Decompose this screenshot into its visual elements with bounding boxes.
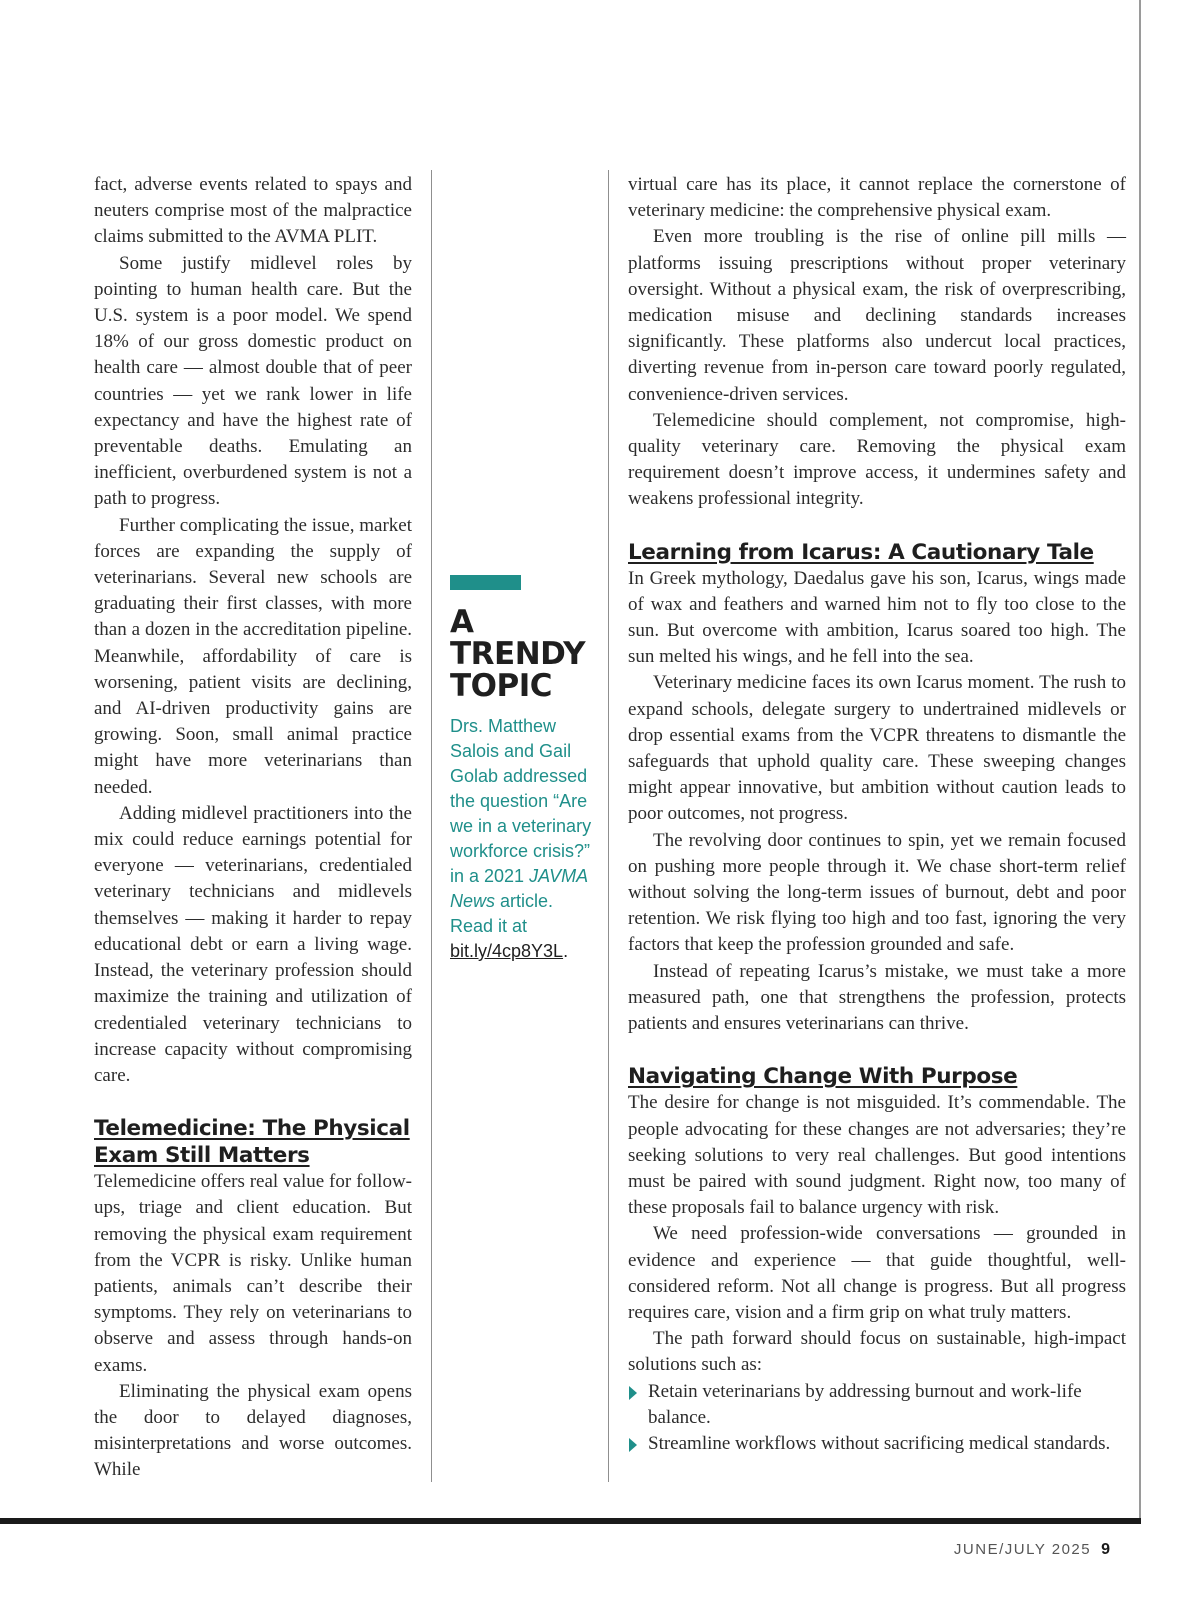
list-item-text: Retain veterinarians by addressing burnout and work-life balance. bbox=[648, 1380, 1082, 1428]
page-edge-rule bbox=[1139, 0, 1141, 1523]
list-item-text: Streamline workflows without sacrificing medical standards. bbox=[648, 1432, 1111, 1454]
article-link[interactable]: bit.ly/4cp8Y3L bbox=[450, 941, 564, 961]
sidebar-text bbox=[450, 714, 600, 964]
column-divider bbox=[431, 170, 432, 1482]
telemedicine-heading: Telemedicine: The Physical Exam Still Matters bbox=[94, 1116, 410, 1169]
list-item bbox=[628, 1379, 1126, 1431]
body-paragraph: Adding midlevel practitioners into the mix could reduce earnings potential for everyone — veterinarians, credentialed veterinary technicians and midlevels themselves — making it harder to repay educational debt or earn a living wage. Instead, the veterinary profession should maximize the training and utilization of credentialed veterinary technicians to increase capacity without compromising care. bbox=[94, 802, 412, 1086]
body-paragraph: The path forward should focus on sustainable, high-impact solutions such as: bbox=[628, 1328, 1126, 1376]
body-paragraph: The desire for change is not misguided. It’s commendable. The people advocating for these changes are not adversaries; they’re seeking solutions to very real challenges. But good intentions must be paired with sound judgment. Right now, too many of these proposals fail to balance urgency with risk. bbox=[628, 1092, 1126, 1219]
publication-name: JAVMA News bbox=[450, 866, 588, 911]
body-paragraph: Eliminating the physical exam opens the door to delayed diagnoses, misinterpretations and worse outcomes. While bbox=[94, 1380, 412, 1481]
sidebar-text-end: . bbox=[563, 941, 569, 961]
icarus-heading: Learning from Icarus: A Cautionary Tale bbox=[628, 539, 1094, 565]
body-paragraph: Telemedicine offers real value for follow-ups, triage and client education. But removing the physical exam requirement from the VCPR is risky. Unlike human patients, animals can’t describe their symptoms. They rely on veterinarians to observe and assess through hands-on exams. bbox=[94, 1171, 412, 1376]
body-paragraph: Instead of repeating Icarus’s mistake, we must take a more measured path, one that strengthens the profession, protects patients and ensures veterinarians can thrive. bbox=[628, 960, 1126, 1035]
issue-date: JUNE/JULY 2025 bbox=[953, 1541, 1092, 1558]
body-paragraph: The revolving door continues to spin, yet we remain focused on pushing more people through it. We chase short-term relief without solving the long-term issues of burnout, debt and poor retention. We risk flying too high and too fast, ignoring the very factors that keep the profession grounded and safe. bbox=[628, 829, 1126, 956]
sidebar-callout bbox=[450, 575, 600, 964]
footer-rule bbox=[0, 1518, 1141, 1524]
sidebar-text-mid: article. Read it at bbox=[450, 891, 554, 936]
left-column bbox=[94, 172, 412, 1484]
column-divider bbox=[608, 170, 609, 1482]
solutions-list bbox=[628, 1379, 1126, 1458]
accent-bar bbox=[450, 575, 521, 590]
body-paragraph: fact, adverse events related to spays and neuters comprise most of the malpractice claims submitted to the AVMA PLIT. bbox=[94, 174, 412, 248]
body-paragraph: Further complicating the issue, market forces are expanding the supply of veterinarians. Several new schools are graduating their first classes, with more than a dozen in the accreditation pipeline. Meanwhile, affordability of care is worsening, patient visits are declining, and AI-driven productivity gains are growing. Soon, small animal practice might have more veterinarians than needed. bbox=[94, 514, 412, 798]
body-paragraph: virtual care has its place, it cannot replace the cornerstone of veterinary medicine: the comprehensive physical exam. bbox=[628, 174, 1126, 222]
body-paragraph: Even more troubling is the rise of online pill mills — platforms issuing prescriptions without proper veterinary oversight. Without a physical exam, the risk of overprescribing, medication misuse and declining standards increases significantly. These platforms also undercut local practices, diverting revenue from in-person care toward poorly regulated, convenience-driven services. bbox=[628, 226, 1126, 405]
navigating-change-heading: Navigating Change With Purpose bbox=[628, 1064, 1018, 1090]
page-number: 9 bbox=[1101, 1541, 1110, 1558]
list-item bbox=[628, 1431, 1126, 1457]
body-paragraph: Some justify midlevel roles by pointing to human health care. But the U.S. system is a poor model. We spend 18% of our gross domestic product on health care — almost double that of peer countries — yet we rank lower in life expectancy and have the highest rate of preventable deaths. Emulating an inefficient, overburdened system is not a path to progress. bbox=[94, 252, 412, 510]
triangle-bullet-icon bbox=[629, 1438, 637, 1452]
triangle-bullet-icon bbox=[629, 1386, 637, 1400]
body-paragraph: Veterinary medicine faces its own Icarus moment. The rush to expand schools, delegate surgery to undertrained midlevels or drop essential exams from the VCPR threatens to dismantle the safeguards that uphold quality care. These sweeping changes might appear innovative, but ambition without caution leads to poor outcomes, not progress. bbox=[628, 672, 1126, 825]
folio bbox=[954, 1541, 1110, 1559]
body-paragraph: In Greek mythology, Daedalus gave his son, Icarus, wings made of wax and feathers and warned him not to fly too close to the sun. But overcome with ambition, Icarus soared too high. The sun melted his wings, and he fell into the sea. bbox=[628, 567, 1126, 668]
sidebar-text-lead: Drs. Matthew Salois and Gail Golab addressed the question “Are we in a veterinary workforce crisis?” in a 2021 bbox=[450, 716, 592, 886]
sidebar-title: A TRENDY TOPIC bbox=[450, 604, 586, 704]
right-column bbox=[628, 172, 1126, 1457]
body-paragraph: Telemedicine should complement, not compromise, high-quality veterinary care. Removing the physical exam requirement doesn’t improve access, it undermines safety and weakens professional integrity. bbox=[628, 409, 1126, 510]
body-paragraph: We need profession-wide conversations — grounded in evidence and experience — that guide thoughtful, well-considered reform. Not all change is progress. But all progress requires care, vision and a firm grip on what truly matters. bbox=[628, 1223, 1126, 1323]
